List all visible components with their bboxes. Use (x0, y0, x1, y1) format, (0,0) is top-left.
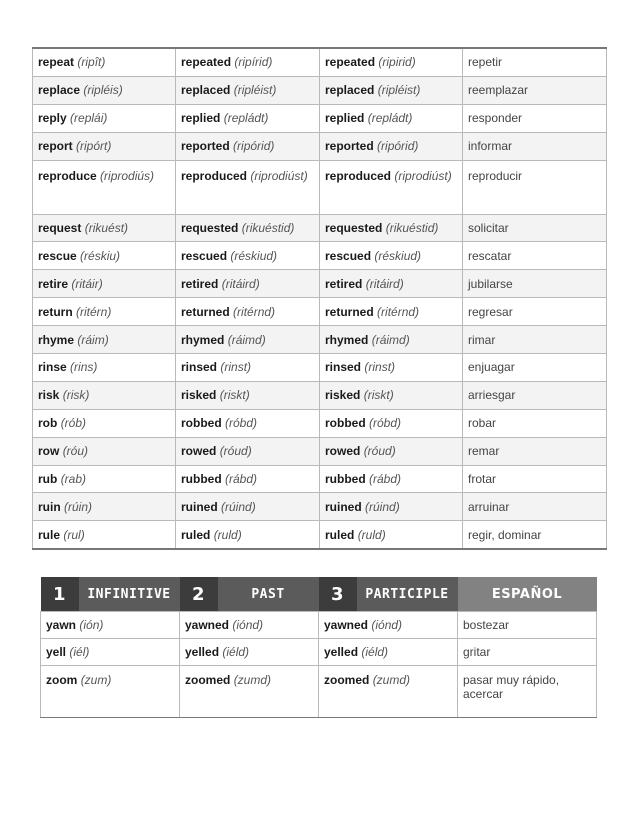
past-cell (176, 298, 320, 326)
verb-form: yelled (185, 645, 220, 659)
spanish-cell: responder (463, 104, 607, 132)
table-row (33, 298, 607, 326)
participle-cell (320, 160, 463, 214)
spanish-cell: regir, dominar (463, 521, 607, 549)
verb-form: replaced (181, 83, 231, 98)
pronunciation: (rúind) (365, 499, 400, 514)
past-cell (176, 493, 320, 521)
verb-form: risked (325, 388, 361, 403)
past-cell (176, 160, 320, 214)
participle-cell (319, 666, 458, 718)
infinitive-cell (33, 521, 176, 549)
table-row (33, 381, 607, 409)
verb-form: rob (38, 416, 58, 431)
verb-form: retire (38, 276, 69, 291)
table-row (33, 160, 607, 214)
pronunciation: (replái) (70, 111, 108, 126)
pronunciation: (ripléis) (83, 83, 123, 98)
verb-form: retired (325, 276, 363, 291)
verb-form: yelled (324, 645, 359, 659)
verb-form: rinsed (181, 360, 218, 375)
verb-form: returned (181, 304, 230, 319)
pronunciation: (ritáir) (71, 276, 103, 291)
infinitive-cell (41, 666, 180, 718)
infinitive-cell (33, 437, 176, 465)
pronunciation: (róud) (219, 444, 252, 459)
pronunciation: (ráimd) (227, 332, 266, 347)
pronunciation: (iéld) (361, 645, 389, 659)
pronunciation: (ritáird) (221, 276, 260, 291)
pronunciation: (ripórt) (76, 139, 112, 154)
pronunciation: (riskt) (219, 388, 250, 403)
past-cell (176, 521, 320, 549)
header-label: PAST (251, 586, 285, 602)
infinitive-cell (33, 298, 176, 326)
pronunciation: (riskt) (363, 388, 394, 403)
pronunciation: (iéld) (222, 645, 250, 659)
spanish-cell: arriesgar (463, 381, 607, 409)
pronunciation: (réskiud) (230, 248, 278, 263)
spanish-cell: regresar (463, 298, 607, 326)
spanish-cell: repetir (463, 48, 607, 76)
verb-form: risk (38, 388, 60, 403)
past-cell (176, 270, 320, 298)
participle-cell (320, 48, 463, 76)
verb-form: return (38, 304, 73, 319)
past-cell (176, 214, 320, 242)
spanish-cell: rescatar (463, 242, 607, 270)
spanish-cell: reproducir (463, 160, 607, 214)
verb-form: returned (325, 304, 374, 319)
verb-form: ruined (181, 499, 218, 514)
pronunciation: (rúin) (64, 499, 93, 514)
pronunciation: (ión) (79, 618, 104, 632)
table-row (33, 409, 607, 437)
participle-cell (320, 214, 463, 242)
pronunciation: (ritérnd) (377, 304, 420, 319)
verb-form: replied (325, 111, 365, 126)
spanish-cell: reemplazar (463, 76, 607, 104)
pronunciation: (riprodiúst) (394, 168, 452, 183)
infinitive-cell (33, 493, 176, 521)
past-cell (176, 48, 320, 76)
spanish-cell: arruinar (463, 493, 607, 521)
participle-cell (320, 104, 463, 132)
verb-form: repeated (325, 55, 376, 70)
verb-form: ruled (325, 527, 355, 542)
pronunciation: (ráim) (77, 332, 109, 347)
header-participle (319, 577, 458, 612)
verb-form: reproduced (325, 168, 392, 183)
verb-form: rowed (325, 444, 361, 459)
pronunciation: (réskiu) (80, 248, 121, 263)
infinitive-cell (33, 354, 176, 382)
infinitive-cell (33, 270, 176, 298)
verb-form: rub (38, 472, 58, 487)
pronunciation: (rábd) (369, 472, 402, 487)
verb-form: zoomed (324, 673, 370, 687)
participle-cell (320, 493, 463, 521)
participle-cell (320, 270, 463, 298)
verb-form: repeated (181, 55, 232, 70)
verb-form: reported (181, 139, 230, 154)
verb-form: replied (181, 111, 221, 126)
participle-cell (319, 639, 458, 666)
infinitive-cell (33, 242, 176, 270)
verb-form: rule (38, 527, 61, 542)
verb-form: reported (325, 139, 374, 154)
pronunciation: (rinst) (220, 360, 252, 375)
header-number: 2 (180, 577, 218, 611)
pronunciation: (ripléist) (233, 83, 277, 98)
header-number: 1 (41, 577, 79, 611)
spanish-cell: rimar (463, 326, 607, 354)
pronunciation: (riprodiús) (100, 168, 155, 183)
table-row (33, 132, 607, 160)
participle-cell (320, 132, 463, 160)
verb-form: robbed (325, 416, 366, 431)
pronunciation: (zum) (80, 673, 112, 687)
verb-form: yawned (185, 618, 230, 632)
table-row (41, 666, 597, 718)
infinitive-cell (33, 326, 176, 354)
spanish-cell: frotar (463, 465, 607, 493)
header-infinitive (41, 577, 180, 612)
pronunciation: (róu) (62, 444, 89, 459)
pronunciation: (rab) (60, 472, 87, 487)
pronunciation: (rikuéstid) (385, 221, 439, 235)
participle-cell (320, 76, 463, 104)
participle-cell (320, 521, 463, 549)
verb-form: robbed (181, 416, 222, 431)
infinitive-cell (33, 104, 176, 132)
past-cell (180, 612, 319, 639)
pronunciation: (róud) (363, 444, 396, 459)
pronunciation: (ripórid) (233, 139, 275, 154)
pronunciation: (repládt) (367, 111, 413, 126)
participle-cell (320, 381, 463, 409)
past-cell (180, 666, 319, 718)
verb-form: reply (38, 111, 67, 126)
verb-form: requested (181, 221, 239, 235)
verb-form: request (38, 221, 82, 235)
verb-form: rescued (181, 248, 228, 263)
pronunciation: (réskiud) (374, 248, 422, 263)
table-row (33, 326, 607, 354)
verb-form: rinsed (325, 360, 362, 375)
pronunciation: (rikuést) (84, 221, 129, 235)
verb-form: reproduced (181, 168, 248, 183)
header-past (180, 577, 319, 612)
participle-cell (320, 409, 463, 437)
past-cell (176, 242, 320, 270)
verb-form: rescued (325, 248, 372, 263)
verb-form: replaced (325, 83, 375, 98)
past-cell (176, 132, 320, 160)
past-cell (176, 437, 320, 465)
pronunciation: (risk) (62, 388, 90, 403)
infinitive-cell (33, 48, 176, 76)
table-row (33, 354, 607, 382)
verb-form: reproduce (38, 168, 97, 183)
pronunciation: (ripírid) (234, 55, 273, 70)
table-row (33, 493, 607, 521)
header-row (41, 577, 597, 612)
verbs-table (32, 47, 607, 550)
infinitive-cell (33, 132, 176, 160)
spanish-cell: informar (463, 132, 607, 160)
pronunciation: (ráimd) (371, 332, 410, 347)
pronunciation: (rinst) (364, 360, 396, 375)
pronunciation: (ritérnd) (233, 304, 276, 319)
infinitive-cell (33, 76, 176, 104)
pronunciation: (róbd) (369, 416, 402, 431)
spanish-cell: robar (463, 409, 607, 437)
verb-form: retired (181, 276, 219, 291)
pronunciation: (ripléist) (377, 83, 421, 98)
verb-form: yawned (324, 618, 369, 632)
table-row (33, 465, 607, 493)
verb-form: ruin (38, 499, 61, 514)
pronunciation: (iónd) (371, 618, 403, 632)
verb-form: risked (181, 388, 217, 403)
verb-form: requested (325, 221, 383, 235)
verb-form: yell (46, 645, 67, 659)
pronunciation: (rul) (63, 527, 85, 542)
spanish-cell: jubilarse (463, 270, 607, 298)
table-row (33, 214, 607, 242)
verb-form: rinse (38, 360, 67, 375)
header-label: PARTICIPLE (365, 586, 449, 602)
infinitive-cell (33, 409, 176, 437)
header-espanol (458, 577, 597, 612)
pronunciation: (riprodiúst) (250, 168, 308, 183)
pronunciation: (rób) (60, 416, 87, 431)
table-row (33, 437, 607, 465)
pronunciation: (zumd) (233, 673, 272, 687)
pronunciation: (iónd) (232, 618, 264, 632)
pronunciation: (rins) (70, 360, 98, 375)
participle-cell (320, 437, 463, 465)
pronunciation: (repládt) (223, 111, 269, 126)
participle-cell (319, 612, 458, 639)
verb-form: rubbed (181, 472, 222, 487)
pronunciation: (ruld) (213, 527, 242, 542)
verb-form: row (38, 444, 60, 459)
spanish-cell: bostezar (458, 612, 597, 639)
infinitive-cell (41, 639, 180, 666)
spanish-cell: pasar muy rápido, acercar (458, 666, 597, 718)
header-label: ESPAÑOL (491, 586, 563, 602)
verbs-table-2-body (41, 612, 597, 718)
past-cell (176, 76, 320, 104)
past-cell (176, 104, 320, 132)
table-row (33, 270, 607, 298)
verb-form: ruined (325, 499, 362, 514)
pronunciation: (ripît) (77, 55, 106, 70)
header-label: INFINITIVE (87, 586, 171, 602)
participle-cell (320, 465, 463, 493)
pronunciation: (ripirid) (378, 55, 416, 70)
past-cell (176, 465, 320, 493)
verb-form: rhyme (38, 332, 75, 347)
spanish-cell: gritar (458, 639, 597, 666)
pronunciation: (rúind) (221, 499, 256, 514)
table-row (33, 521, 607, 549)
infinitive-cell (41, 612, 180, 639)
verb-form: rhymed (325, 332, 369, 347)
spanish-cell: remar (463, 437, 607, 465)
verb-form: yawn (46, 618, 77, 632)
table-row (33, 48, 607, 76)
pronunciation: (iél) (69, 645, 90, 659)
verb-form: rescue (38, 248, 77, 263)
verbs-table-body (33, 48, 607, 549)
verb-form: ruled (181, 527, 211, 542)
verb-form: rhymed (181, 332, 225, 347)
table-row (33, 76, 607, 104)
verb-form: rowed (181, 444, 217, 459)
participle-cell (320, 354, 463, 382)
table-row (41, 612, 597, 639)
pronunciation: (ruld) (357, 527, 386, 542)
verb-form: rubbed (325, 472, 366, 487)
verb-form: zoomed (185, 673, 231, 687)
header-number: 3 (319, 577, 357, 611)
pronunciation: (zumd) (372, 673, 411, 687)
table-row (41, 639, 597, 666)
participle-cell (320, 242, 463, 270)
verb-form: report (38, 139, 73, 154)
spanish-cell: solicitar (463, 214, 607, 242)
infinitive-cell (33, 214, 176, 242)
pronunciation: (rábd) (225, 472, 258, 487)
table-row (33, 242, 607, 270)
pronunciation: (róbd) (225, 416, 258, 431)
verbs-table-2 (40, 577, 597, 718)
past-cell (176, 409, 320, 437)
pronunciation: (ritáird) (365, 276, 404, 291)
verb-form: repeat (38, 55, 75, 70)
verb-form: replace (38, 83, 81, 98)
infinitive-cell (33, 160, 176, 214)
infinitive-cell (33, 381, 176, 409)
participle-cell (320, 326, 463, 354)
spanish-cell: enjuagar (463, 354, 607, 382)
past-cell (176, 381, 320, 409)
verb-form: zoom (46, 673, 78, 687)
table-row (33, 104, 607, 132)
past-cell (180, 639, 319, 666)
infinitive-cell (33, 465, 176, 493)
pronunciation: (ritérn) (76, 304, 112, 319)
participle-cell (320, 298, 463, 326)
pronunciation: (ripórid) (377, 139, 419, 154)
past-cell (176, 326, 320, 354)
past-cell (176, 354, 320, 382)
pronunciation: (rikuéstid) (241, 221, 295, 235)
